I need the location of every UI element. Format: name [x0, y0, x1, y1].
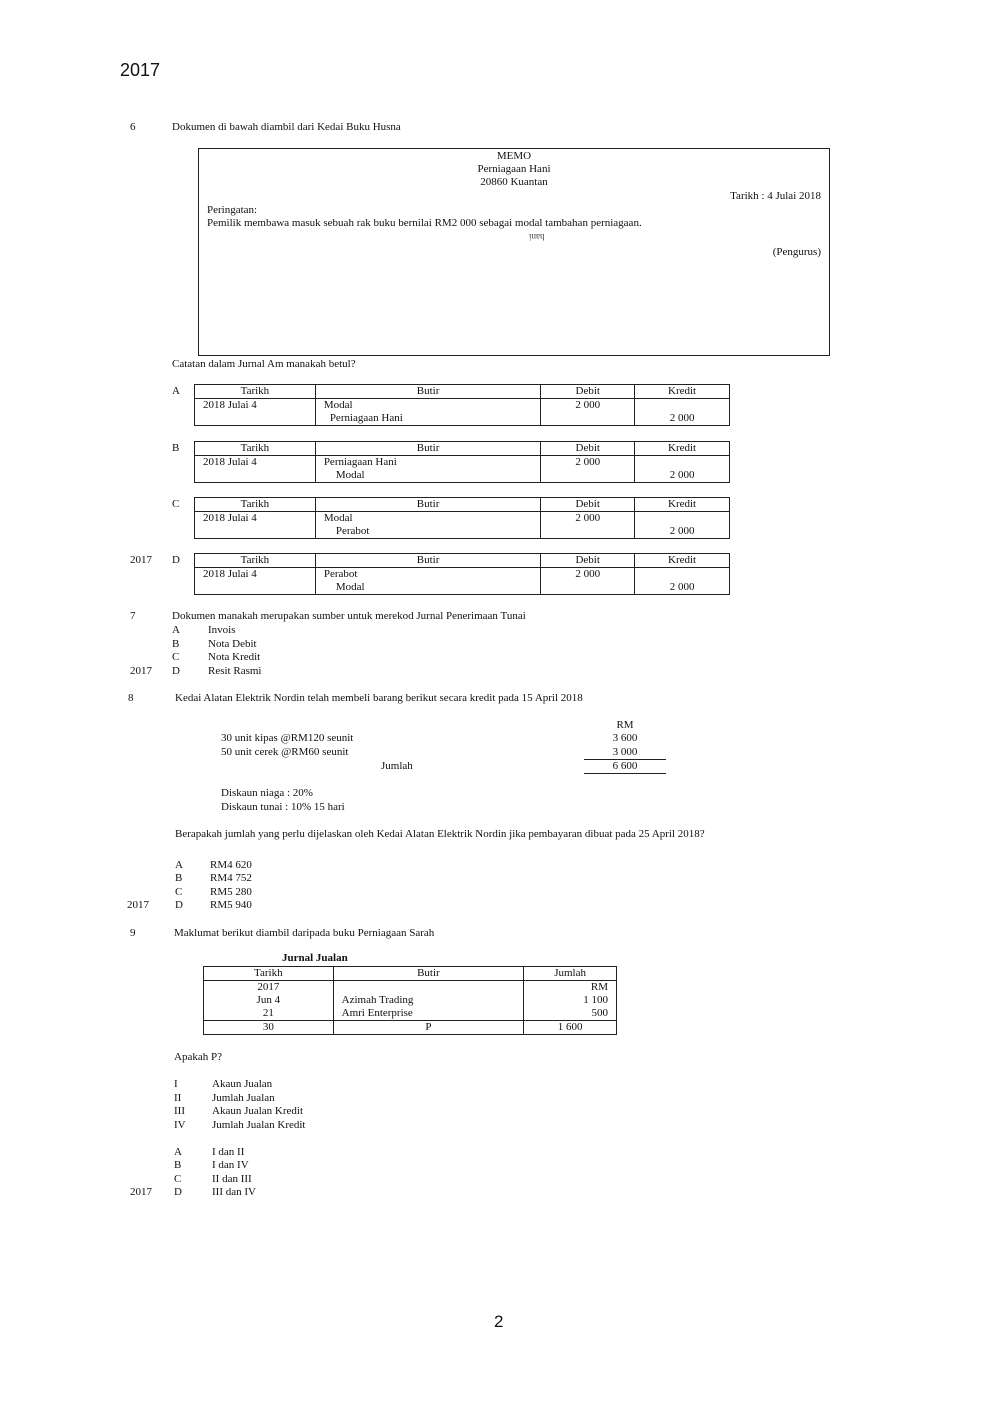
- col-debit: Debit: [541, 498, 635, 512]
- q8-stem: Kedai Alatan Elektrik Nordin telah membeli barang berikut secara kredit pada 15 April 2018: [175, 692, 583, 704]
- q6-option-letter: B: [172, 442, 180, 454]
- entry-date: 2018 Julai 4: [195, 399, 316, 413]
- debit-amount: 2 000: [541, 568, 635, 582]
- q8-number: 8: [128, 692, 134, 704]
- q9-statement-text: Akaun Jualan: [212, 1078, 273, 1090]
- q8-option-text: RM4 752: [210, 872, 252, 884]
- q8-cash-discount: Diskaun tunai : 10% 15 hari: [221, 801, 345, 813]
- entry-date: 2018 Julai 4: [195, 568, 316, 582]
- answer-year-tag: 2017: [127, 899, 149, 911]
- q8-total: 6 600: [612, 760, 638, 772]
- memo-title: MEMO: [496, 150, 532, 162]
- q8-option-text: RM5 940: [210, 899, 252, 911]
- q7-option-text: Resit Rasmi: [208, 665, 262, 677]
- q8-currency: RM: [616, 719, 634, 731]
- q9-statement-roman: I: [174, 1078, 178, 1090]
- col-debit: Debit: [541, 442, 635, 456]
- credit-item: Modal: [315, 581, 540, 595]
- col-kredit: Kredit: [635, 554, 730, 568]
- sales-journal-table: [203, 966, 617, 1035]
- q8-item-desc: 50 unit cerek @RM60 seunit: [221, 746, 349, 758]
- row-amount: 500: [524, 1007, 617, 1021]
- col-tarikh: Tarikh: [195, 385, 316, 399]
- debit-amount: 2 000: [541, 399, 635, 413]
- entry-date: 2018 Julai 4: [195, 456, 316, 470]
- q9-option-letter: C: [174, 1173, 182, 1185]
- memo-box: [198, 148, 830, 356]
- header-year: 2017: [120, 60, 161, 80]
- col-kredit: Kredit: [635, 385, 730, 399]
- q7-option-letter: D: [172, 665, 180, 677]
- q9-journal-title: Jurnal Jualan: [282, 952, 348, 964]
- q6-option-c-table: [194, 497, 730, 539]
- q9-number: 9: [130, 927, 136, 939]
- debit-item: Modal: [315, 399, 541, 413]
- col-jumlah: Jumlah: [524, 967, 617, 981]
- total-desc: P: [333, 1021, 524, 1035]
- row-date: 21: [204, 1007, 334, 1021]
- q8-option-letter: A: [175, 859, 183, 871]
- q9-option-text: I dan II: [212, 1146, 245, 1158]
- answer-year-tag: 2017: [130, 554, 152, 566]
- credit-item: Perabot: [315, 525, 540, 539]
- debit-amount: 2 000: [541, 456, 635, 470]
- col-butir: Butir: [315, 498, 540, 512]
- col-tarikh: Tarikh: [195, 498, 316, 512]
- col-tarikh: Tarikh: [204, 967, 334, 981]
- q6-option-b-table: [194, 441, 730, 483]
- q9-statement-roman: IV: [174, 1119, 186, 1131]
- credit-item: Perniagaan Hani: [315, 412, 541, 426]
- q8-option-text: RM5 280: [210, 886, 252, 898]
- col-butir: Butir: [333, 967, 524, 981]
- q9-question: Apakah P?: [174, 1051, 222, 1063]
- q8-option-letter: D: [175, 899, 183, 911]
- row-date: Jun 4: [204, 994, 334, 1007]
- q8-trade-discount: Diskaun niaga : 20%: [221, 787, 313, 799]
- credit-amount: 2 000: [635, 412, 730, 426]
- q7-number: 7: [130, 610, 136, 622]
- row-amount: 1 100: [524, 994, 617, 1007]
- q8-item-desc: 30 unit kipas @RM120 seunit: [221, 732, 354, 744]
- q9-statement-roman: III: [174, 1105, 185, 1117]
- q9-stem: Maklumat berikut diambil daripada buku Perniagaan Sarah: [174, 927, 435, 939]
- memo-company: Perniagaan Hani: [477, 163, 551, 175]
- debit-item: Perabot: [315, 568, 540, 582]
- q7-option-text: Invois: [208, 624, 236, 636]
- q8-item-amount: 3 600: [612, 732, 638, 744]
- memo-signature: [529, 231, 545, 243]
- memo-note-label: Peringatan:: [207, 204, 258, 216]
- memo-address: 20860 Kuantan: [480, 176, 548, 188]
- q6-stem: Dokumen di bawah diambil dari Kedai Buku Husna: [172, 121, 401, 133]
- q6-question: Catatan dalam Jurnal Am manakah betul?: [172, 358, 356, 370]
- q9-option-text: II dan III: [212, 1173, 252, 1185]
- q8-item-amount: 3 000: [612, 746, 638, 758]
- memo-date: Tarikh : 4 Julai 2018: [730, 190, 821, 202]
- q6-option-letter: D: [172, 554, 180, 566]
- signature-text: hani: [529, 232, 545, 242]
- row-date: 2017: [204, 981, 334, 995]
- q7-option-letter: A: [172, 624, 180, 636]
- col-kredit: Kredit: [635, 498, 730, 512]
- q7-option-letter: B: [172, 638, 180, 650]
- q9-statement-text: Akaun Jualan Kredit: [212, 1105, 304, 1117]
- answer-year-tag: 2017: [130, 1186, 152, 1198]
- q7-option-text: Nota Kredit: [208, 651, 261, 663]
- q6-option-letter: C: [172, 498, 180, 510]
- answer-year-tag: 2017: [130, 665, 152, 677]
- row-amount: RM: [524, 981, 617, 995]
- total-amount: 1 600: [524, 1021, 617, 1035]
- row-desc: [333, 981, 524, 995]
- q6-option-letter: A: [172, 385, 180, 397]
- entry-date: 2018 Julai 4: [195, 512, 316, 526]
- col-butir: Butir: [315, 385, 541, 399]
- q9-statement-text: Jumlah Jualan Kredit: [212, 1119, 306, 1131]
- page-number: 2: [494, 1312, 504, 1331]
- q9-statement-roman: II: [174, 1092, 182, 1104]
- q7-stem: Dokumen manakah merupakan sumber untuk merekod Jurnal Penerimaan Tunai: [172, 610, 526, 622]
- col-debit: Debit: [541, 385, 635, 399]
- q8-option-letter: B: [175, 872, 183, 884]
- q8-option-text: RM4 620: [210, 859, 252, 871]
- credit-item: Modal: [315, 469, 541, 483]
- col-butir: Butir: [315, 554, 540, 568]
- q9-statement-text: Jumlah Jualan: [212, 1092, 275, 1104]
- debit-item: Perniagaan Hani: [315, 456, 541, 470]
- q7-option-letter: C: [172, 651, 180, 663]
- credit-amount: 2 000: [635, 581, 730, 595]
- q9-option-text: I dan IV: [212, 1159, 249, 1171]
- row-desc: Amri Enterprise: [333, 1007, 524, 1021]
- credit-amount: 2 000: [635, 525, 730, 539]
- col-tarikh: Tarikh: [195, 554, 316, 568]
- memo-note-text: Pemilik membawa masuk sebuah rak buku bernilai RM2 000 sebagai modal tambahan perniagaan.: [207, 217, 642, 229]
- q9-option-letter: D: [174, 1186, 182, 1198]
- memo-signatory: (Pengurus): [772, 246, 821, 258]
- col-butir: Butir: [315, 442, 541, 456]
- q6-option-d-table: [194, 553, 730, 595]
- total-date: 30: [204, 1021, 334, 1035]
- q9-option-letter: A: [174, 1146, 182, 1158]
- q6-option-a-table: [194, 384, 730, 426]
- col-debit: Debit: [541, 554, 635, 568]
- debit-item: Modal: [315, 512, 540, 526]
- debit-amount: 2 000: [541, 512, 635, 526]
- q8-question: Berapakah jumlah yang perlu dijelaskan oleh Kedai Alatan Elektrik Nordin jika pembayaran dibuat pada 25 April 2018?: [175, 828, 705, 840]
- col-tarikh: Tarikh: [195, 442, 316, 456]
- col-kredit: Kredit: [635, 442, 730, 456]
- total-rule: [584, 773, 666, 774]
- q9-option-letter: B: [174, 1159, 182, 1171]
- credit-amount: 2 000: [635, 469, 730, 483]
- row-desc: Azimah Trading: [333, 994, 524, 1007]
- q7-option-text: Nota Debit: [208, 638, 257, 650]
- q9-option-text: III dan IV: [212, 1186, 256, 1198]
- q8-total-label: Jumlah: [381, 760, 413, 772]
- q8-option-letter: C: [175, 886, 183, 898]
- q6-number: 6: [130, 121, 136, 133]
